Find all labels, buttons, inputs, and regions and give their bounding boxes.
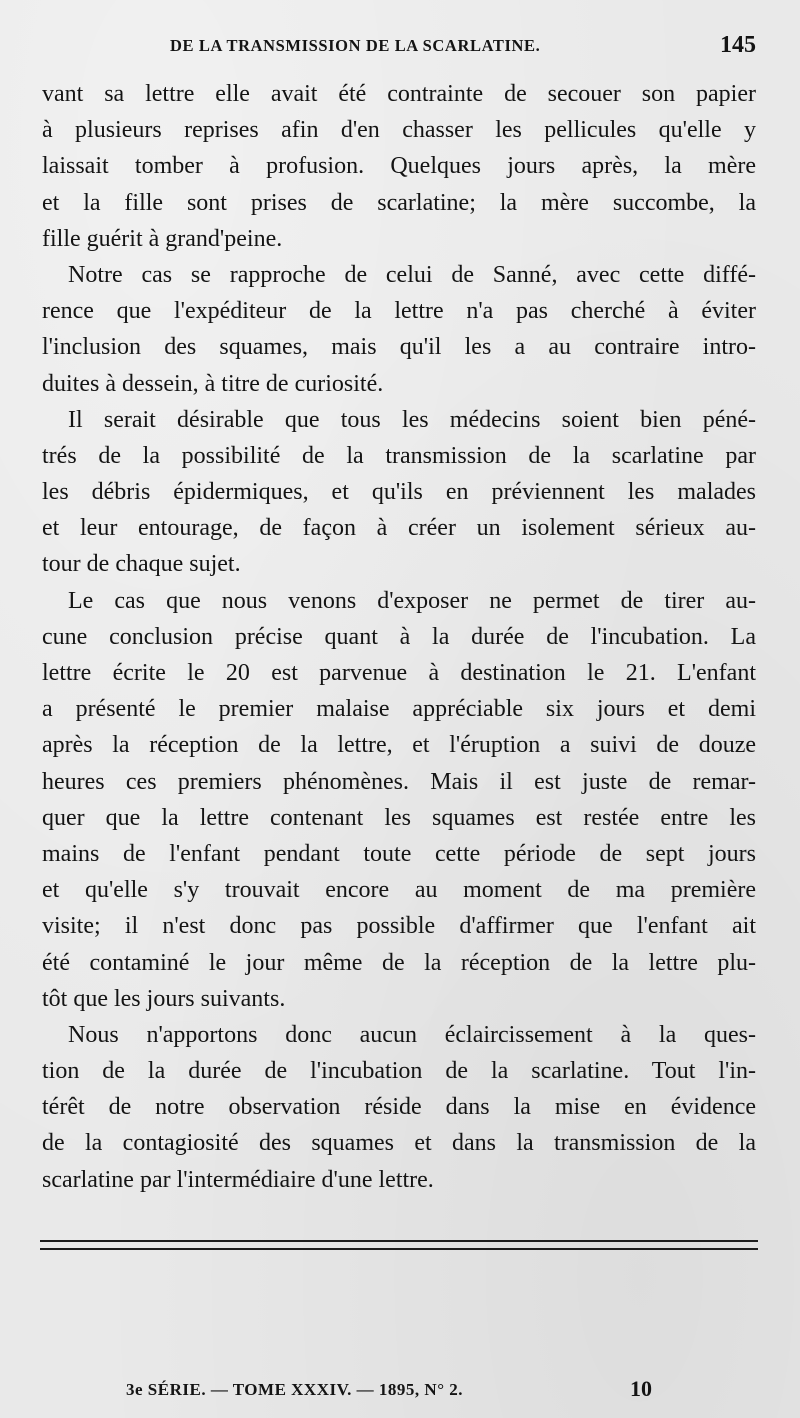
text-line: et la fille sont prises de scarlatine; la mère succombe, la [42,189,756,216]
text-line: mains de l'enfant pendant toute cette période de sept jours [42,840,756,867]
text-line: heures ces premiers phénomènes. Mais il est juste de remar- [42,768,756,795]
text-line: visite; il n'est donc pas possible d'affirmer que l'enfant ait [42,913,756,940]
rule-line [40,1240,758,1242]
text-line: à plusieurs reprises afin d'en chasser les pellicules qu'elle y [42,117,756,144]
text-line: après la réception de la lettre, et l'éruption a suivi de douze [42,732,756,759]
text-line: vant sa lettre elle avait été contrainte de secouer son papier [42,81,756,107]
text-line: quer que la lettre contenant les squames est restée entre les [42,804,756,831]
text-line: été contaminé le jour même de la réception de la lettre plu- [42,949,756,976]
text-line: Nous n'apportons donc aucun éclaircissement à la ques- [68,1021,756,1048]
text-line: tôt que les jours suivants. [42,985,286,1012]
body-text [42,76,756,1198]
text-line: tour de chaque sujet. [42,551,241,578]
text-line: l'inclusion des squames, mais qu'il les a au contraire intro- [42,334,756,361]
text-line: scarlatine par l'intermédiaire d'une lettre. [42,1166,434,1193]
text-line: duites à dessein, à titre de curiosité. [42,370,384,397]
double-rule [40,1240,758,1256]
text-line: cune conclusion précise quant à la durée de l'incubation. La [42,623,756,650]
text-line: tion de la durée de l'incubation de la scarlatine. Tout l'in- [42,1058,756,1085]
page-number: 145 [720,32,756,58]
text-line: de la contagiosité des squames et dans la transmission de la [42,1130,756,1157]
text-line: lettre écrite le 20 est parvenue à destination le 21. L'enfant [42,660,756,686]
series-line: 3e SÉRIE. — TOME XXXIV. — 1895, N° 2. [126,1380,464,1399]
text-line: térêt de notre observation réside dans la mise en évidence [42,1094,756,1121]
text-line: trés de la possibilité de la transmission de la scarlatine par [42,442,756,469]
sheet-number: 10 [630,1376,652,1401]
text-line: rence que l'expéditeur de la lettre n'a pas cherché à éviter [42,298,756,325]
text-line: Notre cas se rapproche de celui de Sanné, avec cette diffé- [68,261,756,288]
text-line: et qu'elle s'y trouvait encore au moment de ma première [42,877,756,904]
running-title: DE LA TRANSMISSION DE LA SCARLATINE. [170,36,541,55]
text-line: laissait tomber à profusion. Quelques jours après, la mère [42,153,756,180]
page-footer [0,1376,800,1406]
rule-line [40,1248,758,1250]
text-line: Le cas que nous venons d'exposer ne permet de tirer au- [68,587,756,614]
running-head [0,30,800,60]
text-line: a présenté le premier malaise appréciable six jours et demi [42,696,756,723]
text-line: fille guérit à grand'peine. [42,225,283,252]
text-line: les débris épidermiques, et qu'ils en préviennent les malades [42,479,756,506]
text-line: Il serait désirable que tous les médecins soient bien péné- [68,406,756,433]
text-line: et leur entourage, de façon à créer un isolement sérieux au- [42,515,756,542]
